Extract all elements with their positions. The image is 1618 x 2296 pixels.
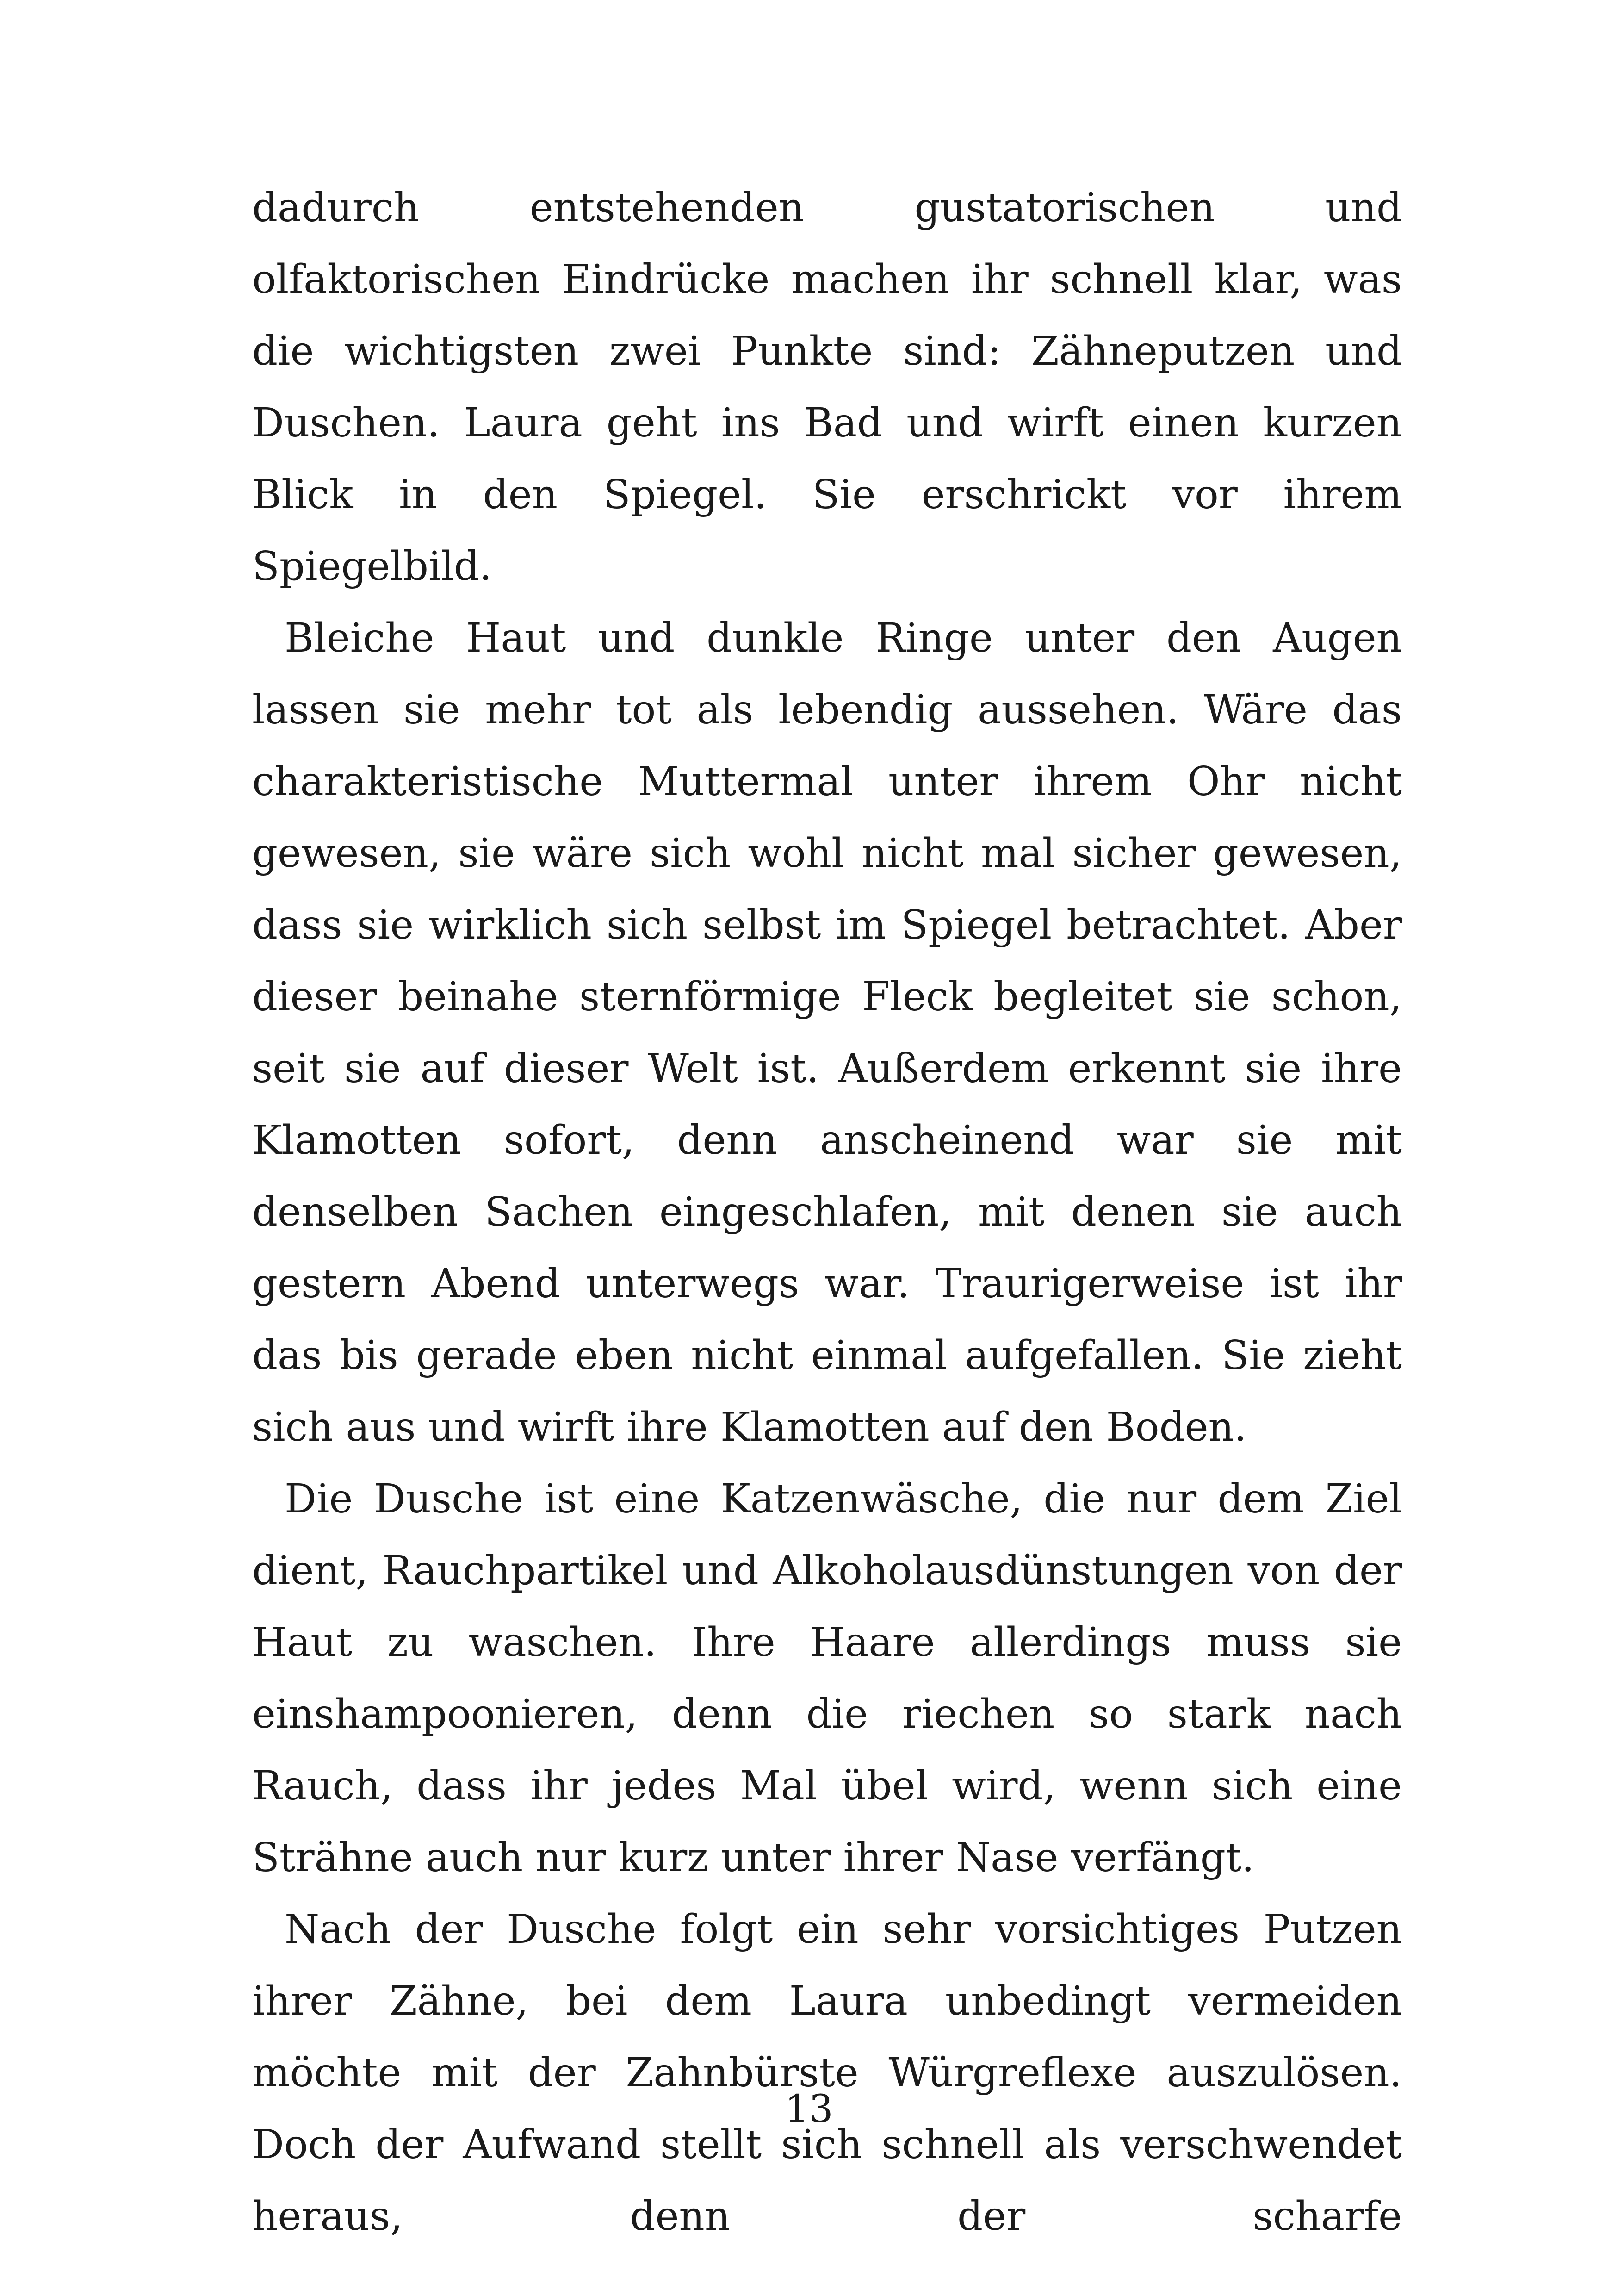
paragraph-1: dadurch entstehenden gustatorischen und olfaktorischen Eindrücke machen ihr schnell klar, was die wichtigsten zwei Punkte sind: Zähneputzen und Duschen. Laura geht ins Bad und wirft einen kurzen Blick in den Spiegel. Sie erschrickt vor ihrem Spiegelbild.: [252, 185, 1402, 590]
paragraph-4: Nach der Dusche folgt ein sehr vorsichtiges Putzen ihrer Zähne, bei dem Laura unbedingt vermeiden möchte mit der Zahnbürste Würgreflexe auszulösen. Doch der Aufwand stellt sich schnell als verschwendet heraus, denn der scharfe: [252, 1906, 1402, 2240]
paragraph-2: Bleiche Haut und dunkle Ringe unter den Augen lassen sie mehr tot als lebendig aussehen. Wäre das charakteristische Muttermal unter ihrem Ohr nicht gewesen, sie wäre sich wohl nicht mal sicher gewesen, dass sie wirklich sich selbst im Spiegel betrachtet. Aber dieser beinahe sternförmige Fleck begleitet sie schon, seit sie auf dieser Welt ist. Außerdem erkennt sie ihre Klamotten sofort, denn anscheinend war sie mit denselben Sachen eingeschlafen, mit denen sie auch gestern Abend unterwegs war. Traurigerweise ist ihr das bis gerade eben nicht einmal aufgefallen. Sie zieht sich aus und wirft ihre Klamotten auf den Boden.: [252, 615, 1402, 1450]
paragraph-3: Die Dusche ist eine Katzenwäsche, die nur dem Ziel dient, Rauchpartikel und Alkoholausdünstungen von der Haut zu waschen. Ihre Haare allerdings muss sie einshampoonieren, denn die riechen so stark nach Rauch, dass ihr jedes Mal übel wird, wenn sich eine Strähne auch nur kurz unter ihrer Nase verfängt.: [252, 1476, 1402, 1881]
page-number: 13: [785, 2087, 833, 2131]
page-body: [252, 172, 1402, 2252]
